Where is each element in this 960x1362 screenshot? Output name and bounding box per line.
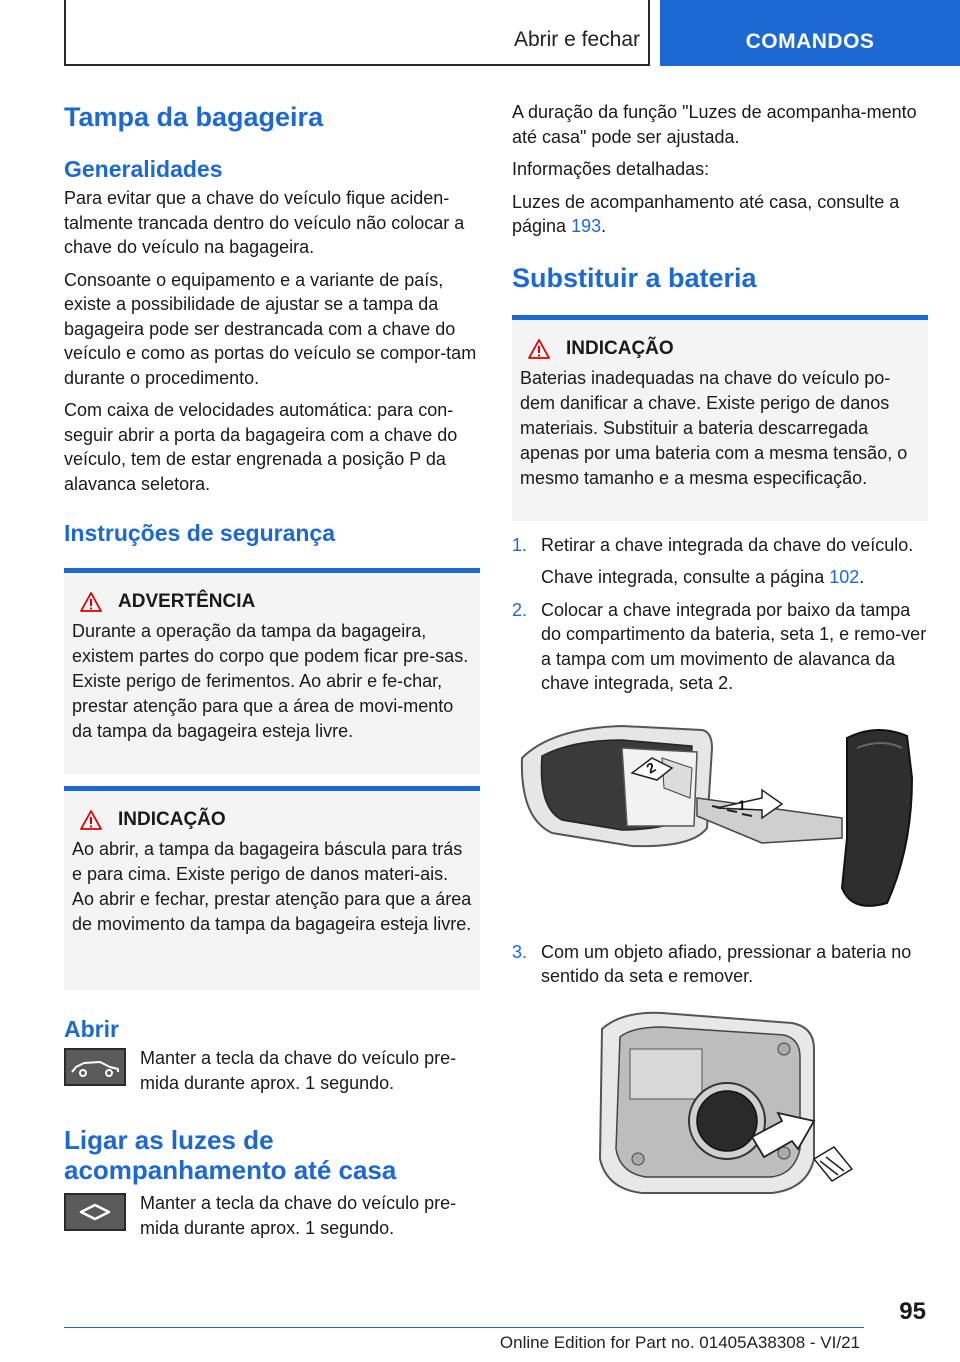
warning-title-row xyxy=(72,591,472,613)
footer-edition: Online Edition for Part no. 01405A38308 - VI/21 xyxy=(499,1333,860,1352)
header-rule-left xyxy=(64,0,66,66)
general-paragraph-1: Para evitar que a chave do veículo fique aciden-talmente trancada dentro do veículo não colocar a chave do veículo na bagageira. xyxy=(64,188,465,257)
battery-note-title: INDICAÇÃO xyxy=(566,337,674,359)
warning-text: Durante a operação da tampa da bagageira, existem partes do corpo que podem ficar pre-sas. Existe perigo de ferimentos. Ao abrir e fe-char, prestar atenção para que a área de movi-mento da tampa da bagageira esteja livre. xyxy=(72,621,469,741)
header-rule-right xyxy=(648,0,650,66)
trunk-key-button-icon xyxy=(64,1048,126,1086)
battery-note-text: Baterias inadequadas na chave do veículo po-dem danificar a chave. Existe perigo de danos materiais. Substituir a bateria descarregada apenas por uma bateria com a mesma tensão, o mesmo tamanho e a mesma especificação. xyxy=(520,367,908,488)
details-reference-end: . xyxy=(601,216,607,236)
heading-open: Abrir xyxy=(64,1016,119,1042)
figure-key-cover-removal xyxy=(512,718,928,928)
header-section-title: Abrir e fechar xyxy=(513,28,640,51)
general-paragraph-2: Consoante o equipamento e a variante de país, existe a possibilidade de ajustar se a tampa da bagageira pode ser destrancada com a chave do veículo e como as portas do veículo se compor-tam durante o procedimento. xyxy=(64,269,477,388)
step-subtext-text: Chave integrada, consulte a página xyxy=(541,567,830,587)
note-text: Ao abrir, a tampa da bagageira báscula para trás e para cima. Existe perigo de danos materi-ais. Ao abrir e fechar, prestar atenção para que a área de movimento da tampa da bagageira esteja livre. xyxy=(72,839,472,934)
page-number: 95 xyxy=(899,1298,926,1325)
warning-triangle-icon xyxy=(80,592,102,612)
details-reference-text: Luzes de acompanhamento até casa, consulte a página xyxy=(512,191,900,236)
header-chapter-tab[interactable]: COMANDOS xyxy=(660,0,960,66)
lights-key-button-icon xyxy=(64,1193,126,1231)
step-2 xyxy=(512,598,928,696)
note-box-trunk xyxy=(64,786,480,990)
step-body xyxy=(541,533,913,590)
battery-removal-illustration xyxy=(552,1009,892,1209)
warning-title: ADVERTÊNCIA xyxy=(118,591,256,612)
warning-triangle-icon xyxy=(80,810,102,830)
step-text: Colocar a chave integrada por baixo da tampa do compartimento da bateria, seta 1, e remo-ver a tampa com um movimento de alavanca da chave integrada, seta 2. xyxy=(541,599,927,693)
page-link-102[interactable]: 102 xyxy=(829,567,860,587)
warning-box xyxy=(64,568,480,774)
battery-steps xyxy=(512,533,928,696)
footer-rule xyxy=(64,1327,864,1328)
step-1 xyxy=(512,533,928,590)
arrow-label-1: 1 xyxy=(738,796,746,813)
figure-battery-removal xyxy=(552,1009,928,1209)
step-body xyxy=(541,598,928,696)
warning-triangle-icon xyxy=(528,339,550,359)
general-paragraph-3: Com caixa de velocidades automática: para con-seguir abrir a porta da bagageira com a chave do veículo, tem de estar engrenada a posição P da alavanca seletora. xyxy=(64,400,458,494)
arrow-label-2: 2 xyxy=(643,758,659,777)
step-text: Com um objeto afiado, pressionar a bateria no sentido da seta e remover. xyxy=(541,941,912,986)
header-rule-bottom xyxy=(64,64,650,66)
step-subtext-end: . xyxy=(859,567,865,587)
open-text: Manter a tecla da chave do veículo pre-mida durante aprox. 1 segundo. xyxy=(140,1048,457,1093)
right-column xyxy=(512,100,928,1209)
step-subtext xyxy=(541,565,913,590)
lights-text: Manter a tecla da chave do veículo pre-mida durante aprox. 1 segundo. xyxy=(140,1193,457,1238)
page-link-193[interactable]: 193 xyxy=(571,216,602,236)
step-number: 2. xyxy=(512,599,528,620)
key-cover-illustration xyxy=(512,718,928,928)
heading-safety: Instruções de segurança xyxy=(64,520,335,546)
open-instruction xyxy=(64,1046,480,1095)
step-number: 3. xyxy=(512,941,528,962)
battery-note-title-row xyxy=(520,338,920,360)
heading-replace-battery: Substituir a bateria xyxy=(512,262,757,293)
page-header xyxy=(0,0,960,66)
heading-general: Generalidades xyxy=(64,156,223,182)
duration-paragraph: A duração da função "Luzes de acompanha-mento até casa" pode ser ajustada. xyxy=(512,102,917,147)
step-3 xyxy=(512,940,928,989)
details-reference xyxy=(512,190,928,239)
battery-steps-continued xyxy=(512,940,928,989)
lights-instruction xyxy=(64,1191,480,1240)
left-column xyxy=(64,100,480,1240)
heading-follow-me-home: Ligar as luzes de acompanhamento até casa xyxy=(64,1125,397,1185)
step-text: Retirar a chave integrada da chave do veículo. xyxy=(541,534,914,555)
note-title: INDICAÇÃO xyxy=(118,809,226,830)
details-label: Informações detalhadas: xyxy=(512,159,710,179)
title-trunk-lid: Tampa da bagageira xyxy=(64,102,324,132)
step-body xyxy=(541,940,928,989)
step-number: 1. xyxy=(512,534,528,555)
note-title-row xyxy=(72,809,472,831)
note-box-battery xyxy=(512,315,928,521)
